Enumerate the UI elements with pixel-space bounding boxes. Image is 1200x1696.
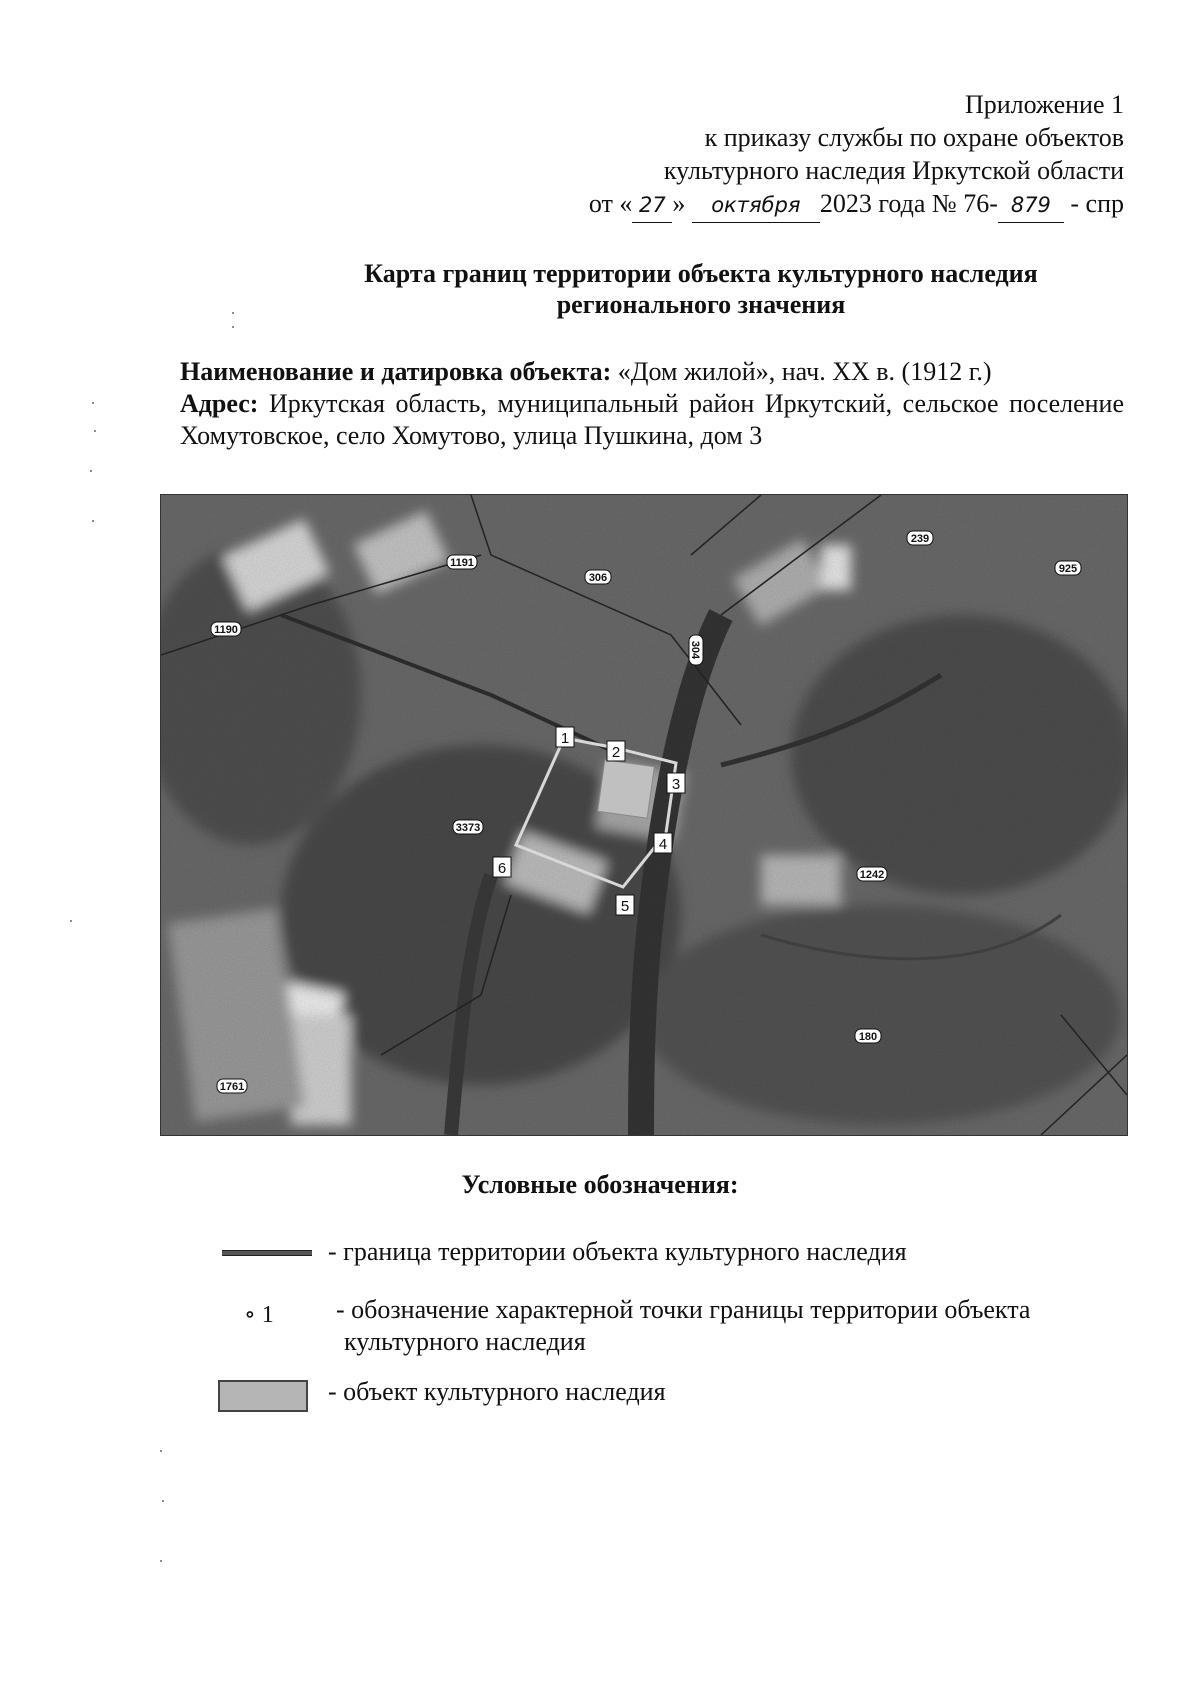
object-address-row — [180, 388, 1124, 452]
legend-boundary-text: - граница территории объекта культурного наследия — [328, 1237, 907, 1266]
boundary-point-label — [616, 895, 634, 915]
map-imagery — [161, 495, 1127, 1135]
svg-text:306: 306 — [588, 572, 608, 584]
svg-text:304: 304 — [689, 640, 701, 660]
point-symbol: ∘ 1 — [244, 1302, 274, 1328]
boundary-point-label — [556, 727, 574, 747]
svg-text:4: 4 — [658, 836, 668, 853]
boundary-point-label — [654, 833, 672, 853]
svg-text:3: 3 — [671, 776, 681, 793]
parcel-label — [211, 622, 241, 636]
document-title: Карта границ территории объекта культурного наследия регионального значения — [364, 259, 1038, 319]
boundary-point-label — [493, 857, 511, 877]
order-header — [424, 88, 1124, 223]
svg-text:1242: 1242 — [859, 869, 885, 881]
svg-text:1: 1 — [560, 730, 570, 747]
svg-text:3373: 3373 — [455, 822, 481, 834]
svg-text:180: 180 — [858, 1031, 878, 1043]
order-reference-line: к приказу службы по охране объектов — [704, 123, 1124, 152]
order-authority-line: культурного наследия Иркутской области — [663, 156, 1124, 185]
svg-text:1191: 1191 — [450, 557, 474, 569]
legend-object-text: - объект культурного наследия — [328, 1377, 666, 1406]
svg-text:1190: 1190 — [214, 624, 238, 636]
svg-text:2: 2 — [611, 744, 621, 761]
parcel-label — [217, 1079, 247, 1093]
parcel-label — [453, 820, 483, 834]
svg-text:239: 239 — [910, 533, 930, 545]
object-name-value: «Дом жилой», нач. XX в. (1912 г.) — [611, 357, 992, 386]
heritage-object-swatch — [218, 1380, 308, 1412]
boundary-line-symbol — [222, 1250, 312, 1256]
address-label: Адрес: — [180, 389, 259, 418]
parcel-label — [447, 555, 477, 569]
order-date-line: от « 27 » октября 2023 года № 76- 879 - спр — [424, 187, 1124, 223]
svg-text:6: 6 — [497, 860, 507, 877]
boundary-map — [160, 494, 1128, 1136]
address-value: Иркутская область, муниципальный район Иркутский, сельское поселение Хомутовское, село Хомутово, улица Пушкина, дом 3 — [180, 389, 1124, 450]
object-info — [180, 356, 1124, 452]
parcel-label — [857, 867, 887, 881]
parcel-label — [907, 531, 933, 545]
heritage-object-footprint — [598, 760, 655, 818]
parcel-label — [585, 570, 611, 584]
handwritten-day: 27 — [632, 189, 672, 223]
svg-text:1761: 1761 — [219, 1081, 245, 1093]
parcel-label — [855, 1029, 881, 1043]
appendix-label: Приложение 1 — [964, 90, 1124, 119]
legend-point-text: - обозначение характерной точки границы территории объекта культурного наследия — [336, 1295, 1031, 1356]
svg-text:5: 5 — [620, 898, 630, 915]
boundary-point-label — [607, 741, 625, 761]
legend-title: Условные обозначения: — [461, 1170, 739, 1199]
handwritten-order-number: 879 — [998, 189, 1064, 223]
parcel-label — [1055, 561, 1081, 575]
handwritten-month: октября — [692, 189, 820, 223]
boundary-point-label — [667, 773, 685, 793]
parcel-label — [689, 635, 703, 665]
object-name-label: Наименование и датировка объекта: — [180, 357, 612, 386]
object-name-row — [180, 356, 1124, 388]
svg-text:925: 925 — [1058, 563, 1078, 575]
